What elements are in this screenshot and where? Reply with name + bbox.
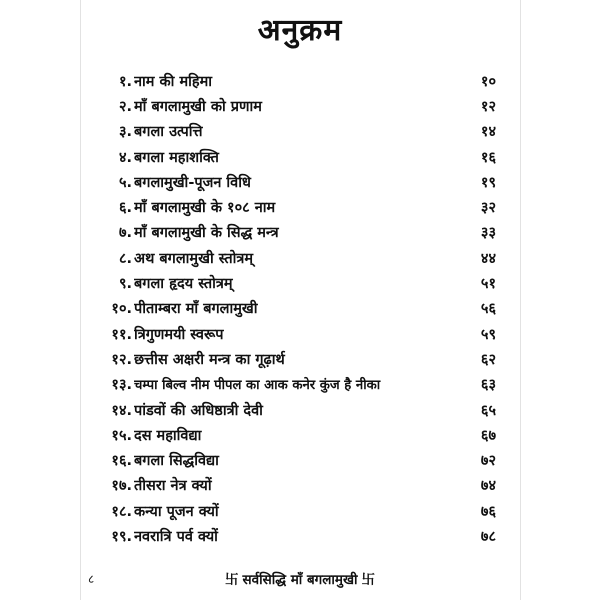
toc-entry-number: १५. xyxy=(111,427,132,444)
toc-entry-page: ७४ xyxy=(480,478,496,495)
toc-entry xyxy=(104,68,496,93)
toc-entry xyxy=(104,144,496,169)
toc-entry-title: कन्या पूजन क्यों xyxy=(134,503,219,520)
toc-entry-number: ७. xyxy=(118,225,132,242)
toc-entry-page: १९ xyxy=(480,174,496,191)
toc-entry-page: १४ xyxy=(480,124,496,141)
toc-entry-page: ५१ xyxy=(480,276,496,293)
toc-entry-page: १० xyxy=(480,73,496,90)
toc-entry-title: पांडवों की अधिष्ठात्री देवी xyxy=(134,402,263,419)
toc-entry xyxy=(104,523,496,548)
toc-entry xyxy=(104,169,496,194)
toc-entry-number: ९. xyxy=(118,276,132,293)
toc-entry-number: १८. xyxy=(111,503,132,520)
toc-entry-title: त्रिगुणमयी स्वरूप xyxy=(134,326,224,343)
toc-entry-title: तीसरा नेत्र क्यों xyxy=(134,478,212,495)
toc-entry xyxy=(104,119,496,144)
toc-entry xyxy=(104,498,496,523)
page-edge-left xyxy=(80,0,81,600)
toc-entry-number: ५. xyxy=(118,174,132,191)
swastika-icon: 卐 xyxy=(361,572,376,588)
toc-entry xyxy=(104,372,496,397)
toc-entry-number: ८. xyxy=(118,250,132,267)
toc-entry-page: १६ xyxy=(480,149,496,166)
toc-entry xyxy=(104,270,496,295)
toc-entry-page: ५९ xyxy=(480,326,496,343)
toc-entry-page: ६२ xyxy=(480,351,496,368)
toc-entry xyxy=(104,397,496,422)
toc-entry-page: ६५ xyxy=(480,402,496,419)
toc-entry xyxy=(104,473,496,498)
toc-entry-title: बगला हृदय स्तोत्रम् xyxy=(134,276,233,293)
page-number: ८ xyxy=(88,572,95,586)
toc-entry xyxy=(104,346,496,371)
toc-entry-title: बगला महाशक्ति xyxy=(134,149,219,166)
toc-entry-number: ११. xyxy=(111,326,132,343)
toc-entry-title: नाम की महिमा xyxy=(134,73,213,90)
toc-entry-title: अथ बगलामुखी स्तोत्रम् xyxy=(134,250,254,267)
toc-entry-page: ४४ xyxy=(480,250,496,267)
toc-entry-number: ६. xyxy=(118,200,132,217)
toc-entry-title: बगलामुखी-पूजन विधि xyxy=(134,174,251,191)
toc-entry-number: १६. xyxy=(111,453,132,470)
toc-entry xyxy=(104,194,496,219)
toc-entry-number: २. xyxy=(118,98,132,115)
running-footer xyxy=(0,568,600,588)
toc-entry xyxy=(104,245,496,270)
toc-entry-page: ७८ xyxy=(480,528,496,545)
toc-entry-title: चम्पा बिल्व नीम पीपल का आक कनेर कुंज है नीका xyxy=(134,378,381,394)
footer-text: सर्वसिद्धि माँ बगलामुखी xyxy=(242,572,358,588)
toc-entry-page: ६३ xyxy=(480,377,496,394)
toc-entry-number: १९. xyxy=(111,528,132,545)
toc-entry xyxy=(104,93,496,118)
toc-entry-title: माँ बगलामुखी के १०८ नाम xyxy=(134,200,276,217)
toc-entry-title: पीताम्बरा माँ बगलामुखी xyxy=(134,301,258,318)
toc-entry-number: ३. xyxy=(118,124,132,141)
toc-entry-page: ३३ xyxy=(480,225,496,242)
toc-entry-title: बगला सिद्धविद्या xyxy=(134,453,219,470)
toc-entry-page: ७२ xyxy=(480,453,496,470)
toc-entry-number: ४. xyxy=(118,149,132,166)
toc-entry-number: १. xyxy=(118,73,132,90)
toc-entry-title: छत्तीस अक्षरी मन्त्र का गूढ़ार्थ xyxy=(134,351,285,368)
table-of-contents xyxy=(104,68,496,549)
toc-entry-page: ६७ xyxy=(480,427,496,444)
toc-entry-number: १७. xyxy=(111,478,132,495)
toc-entry xyxy=(104,220,496,245)
toc-entry-page: ५६ xyxy=(480,301,496,318)
toc-entry-title: दस महाविद्या xyxy=(134,427,202,444)
toc-entry xyxy=(104,422,496,447)
toc-entry-number: १२. xyxy=(111,351,132,368)
page-title: अनुक्रम xyxy=(257,13,343,48)
toc-entry xyxy=(104,296,496,321)
toc-entry-page: १२ xyxy=(480,98,496,115)
toc-entry-number: १४. xyxy=(111,402,132,419)
toc-entry-title: बगला उत्पत्ति xyxy=(134,124,203,141)
toc-entry xyxy=(104,447,496,472)
toc-entry-number: १०. xyxy=(111,301,132,318)
toc-entry-title: माँ बगलामुखी के सिद्ध मन्त्र xyxy=(134,225,279,242)
toc-entry-number: १३. xyxy=(111,377,132,394)
toc-entry-page: ७६ xyxy=(480,503,496,520)
toc-entry-title: नवरात्रि पर्व क्यों xyxy=(134,528,218,545)
page-edge-right xyxy=(520,0,521,600)
toc-entry-title: माँ बगलामुखी को प्रणाम xyxy=(134,98,262,115)
swastika-icon: 卐 xyxy=(224,572,239,588)
toc-entry-page: ३२ xyxy=(480,200,496,217)
toc-entry xyxy=(104,321,496,346)
